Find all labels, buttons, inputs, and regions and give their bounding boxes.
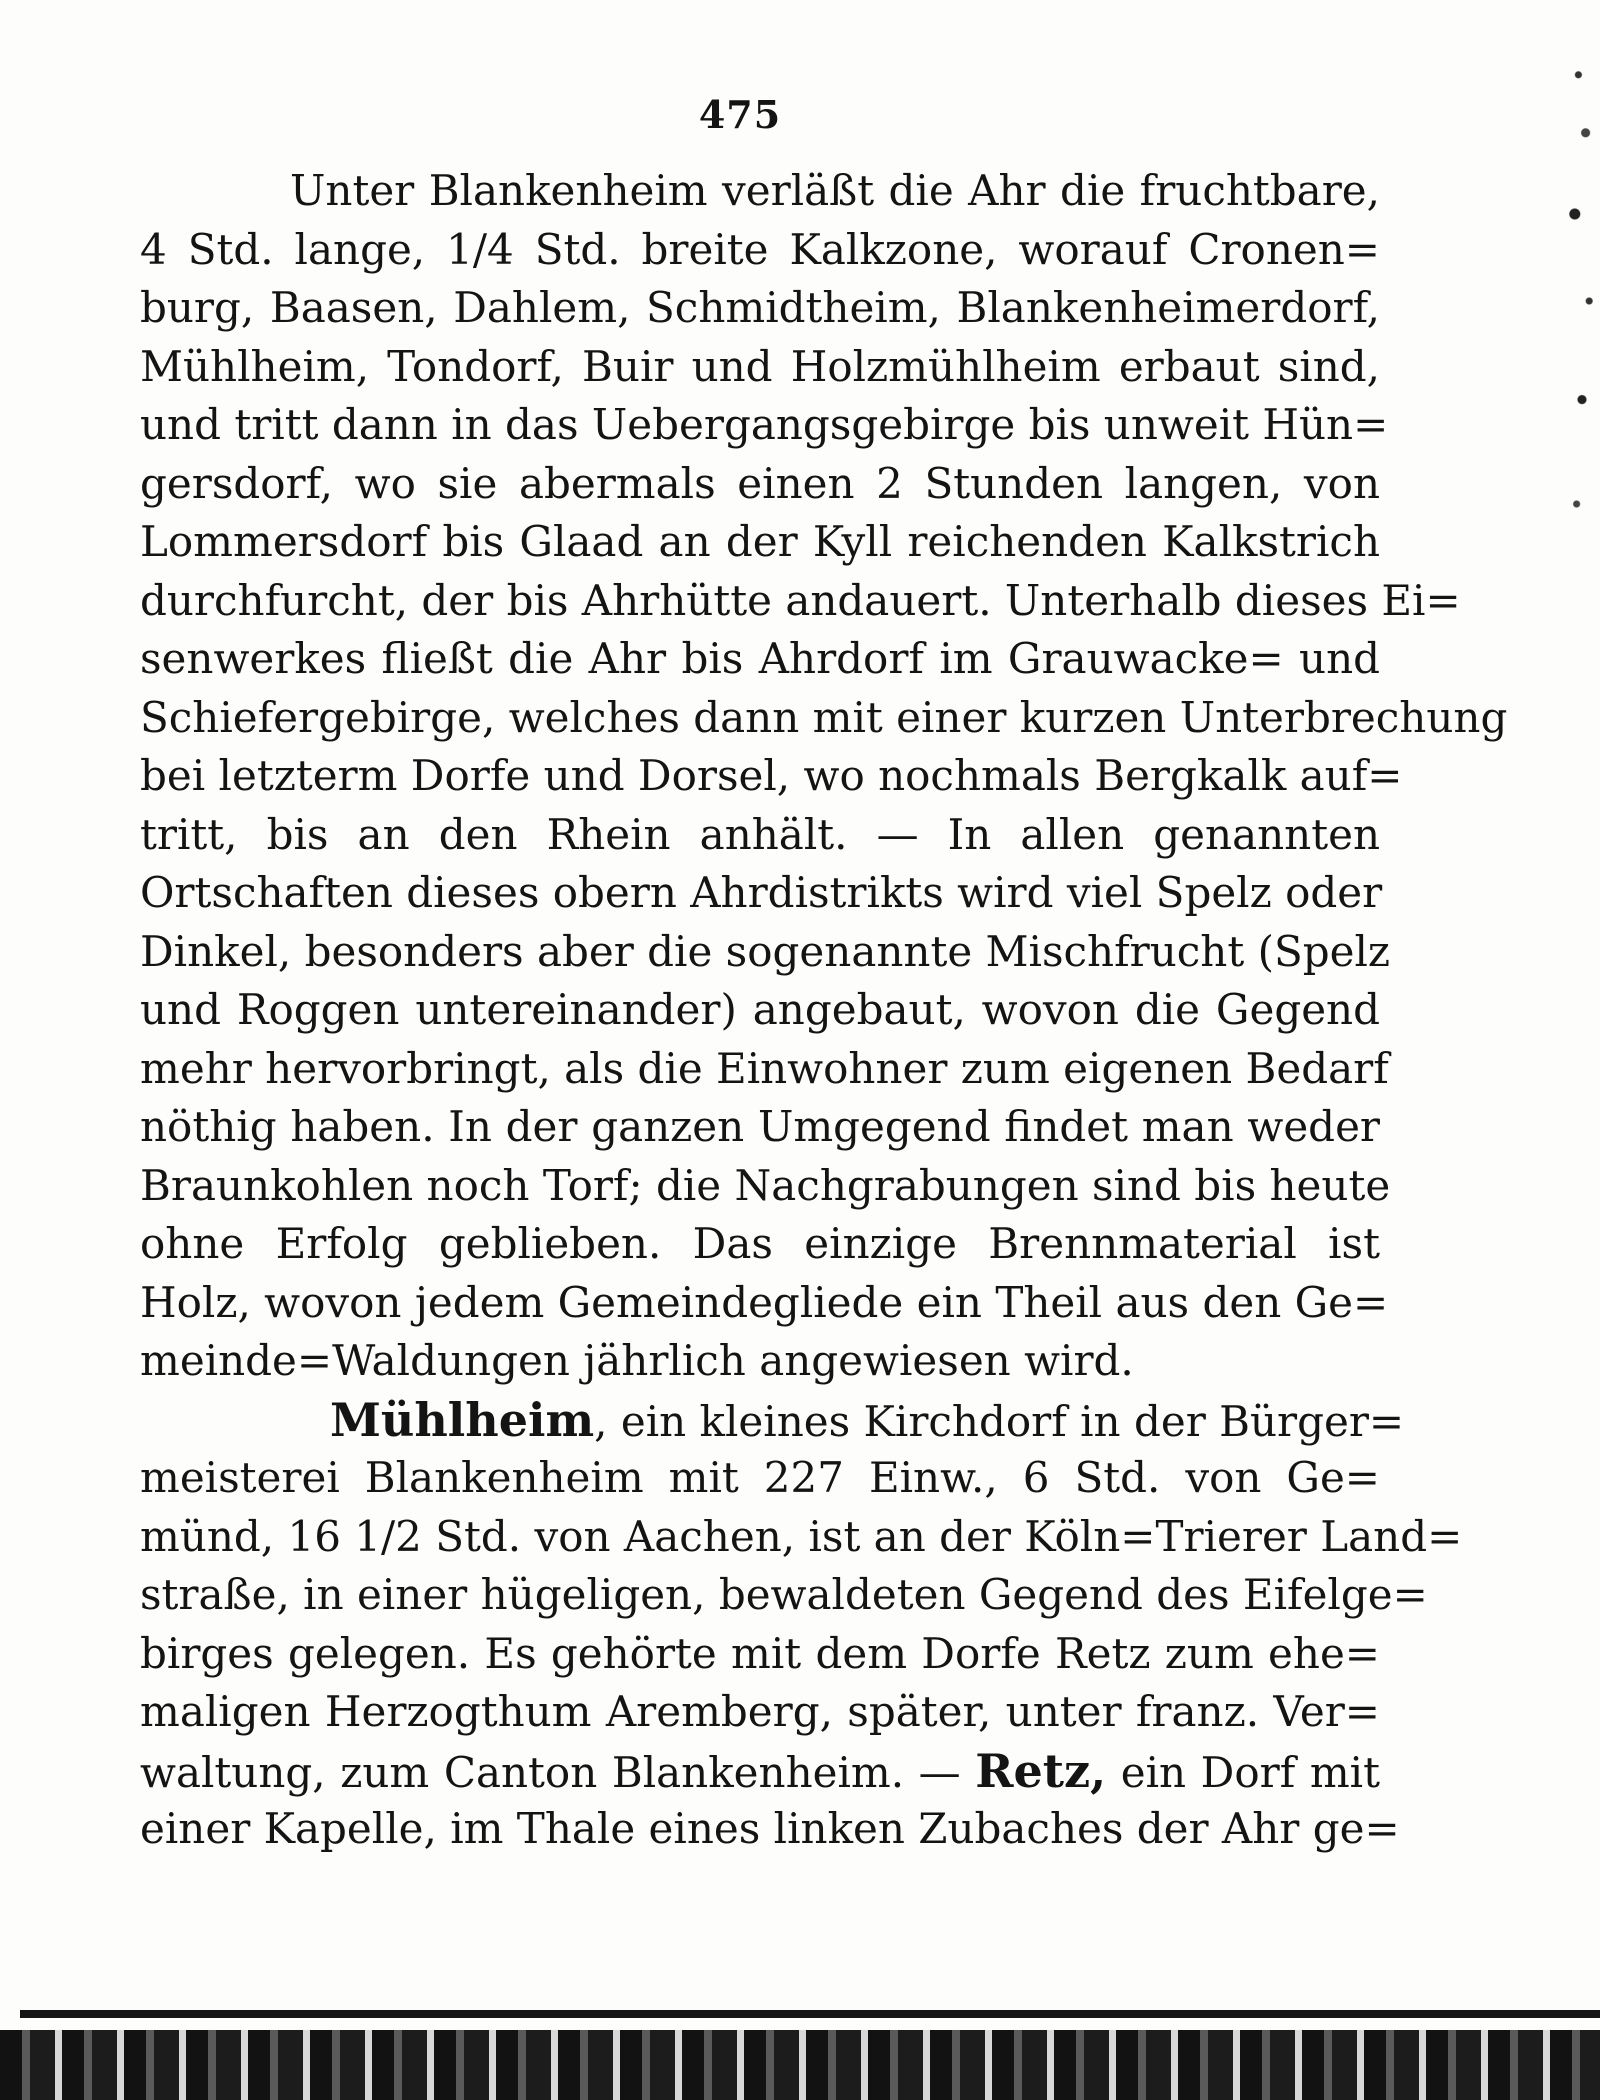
entry-term-retz: Retz, [975, 1743, 1107, 1798]
text-line: einer Kapelle, im Thale eines linken Zubaches der Ahr ge= [140, 1804, 1400, 1853]
text-line [140, 1742, 1380, 1801]
entry-text: , ein kleines Kirchdorf in der Bürger= [594, 1396, 1405, 1446]
text-line: Ortschaften dieses obern Ahrdistrikts wird viel Spelz oder [140, 868, 1383, 917]
text-line: münd, 16 1/2 Std. von Aachen, ist an der Köln=Trierer Land= [140, 1511, 1463, 1561]
text-line: nöthig haben. In der ganzen Umgegend findet man weder [140, 1102, 1380, 1151]
text-line: mehr hervorbringt, als die Einwohner zum eigenen Bedarf [140, 1043, 1389, 1093]
paragraph-muehlheim [140, 1391, 1463, 1859]
paragraph-ahr-course [140, 162, 1508, 1391]
scan-edge-specks [1564, 40, 1600, 620]
text-line: meinde=Waldungen jährlich angewiesen wird. [140, 1336, 1134, 1385]
scan-bottom-rule [20, 2010, 1600, 2018]
text-line: ohne Erfolg geblieben. Das einzige Brennmaterial ist [140, 1219, 1380, 1268]
entry-text: ein Dorf mit [1106, 1747, 1380, 1797]
text-line: straße, in einer hügeligen, bewaldeten Gegend des Eifelge= [140, 1570, 1428, 1619]
text-line [140, 1391, 1405, 1450]
text-line: bei letzterm Dorfe und Dorsel, wo nochmals Bergkalk auf= [140, 751, 1403, 800]
text-line: 4 Std. lange, 1/4 Std. breite Kalkzone, worauf Cronen= [140, 224, 1380, 274]
text-line: burg, Baasen, Dahlem, Schmidtheim, Blankenheimerdorf, [140, 283, 1380, 332]
page-number: 475 [698, 92, 782, 137]
body-text [140, 162, 1508, 1859]
text-line: maligen Herzogthum Aremberg, später, unter franz. Ver= [140, 1687, 1380, 1736]
text-line: und tritt dann in das Uebergangsgebirge bis unweit Hün= [140, 400, 1389, 449]
text-line: tritt, bis an den Rhein anhält. — In allen genannten [140, 809, 1380, 859]
text-line: durchfurcht, der bis Ahrhütte andauert. Unterhalb dieses Ei= [140, 575, 1461, 625]
text-line: Mühlheim, Tondorf, Buir und Holzmühlheim erbaut sind, [140, 341, 1380, 391]
text-line: Dinkel, besonders aber die sogenannte Mischfrucht (Spelz [140, 926, 1391, 976]
scan-bottom-edge [0, 2030, 1600, 2100]
text-line: Unter Blankenheim verläßt die Ahr die fruchtbare, [290, 166, 1380, 215]
entry-text: waltung, zum Canton Blankenheim. — [140, 1747, 961, 1797]
text-line: Lommersdorf bis Glaad an der Kyll reichenden Kalkstrich [140, 517, 1380, 566]
text-line: Schiefergebirge, welches dann mit einer kurzen Unterbrechung [140, 692, 1508, 742]
entry-term-muehlheim: Mühlheim [330, 1392, 595, 1447]
text-line: birges gelegen. Es gehörte mit dem Dorfe Retz zum ehe= [140, 1628, 1380, 1678]
text-line: Holz, wovon jedem Gemeindegliede ein Theil aus den Ge= [140, 1277, 1389, 1327]
text-line: und Roggen untereinander) angebaut, wovon die Gegend [140, 985, 1380, 1034]
text-line: gersdorf, wo sie abermals einen 2 Stunden langen, von [140, 458, 1380, 508]
text-line: senwerkes fließt die Ahr bis Ahrdorf im Grauwacke= und [140, 634, 1380, 683]
text-line: meisterei Blankenheim mit 227 Einw., 6 Std. von Ge= [140, 1453, 1380, 1502]
text-line: Braunkohlen noch Torf; die Nachgrabungen sind bis heute [140, 1160, 1391, 1210]
